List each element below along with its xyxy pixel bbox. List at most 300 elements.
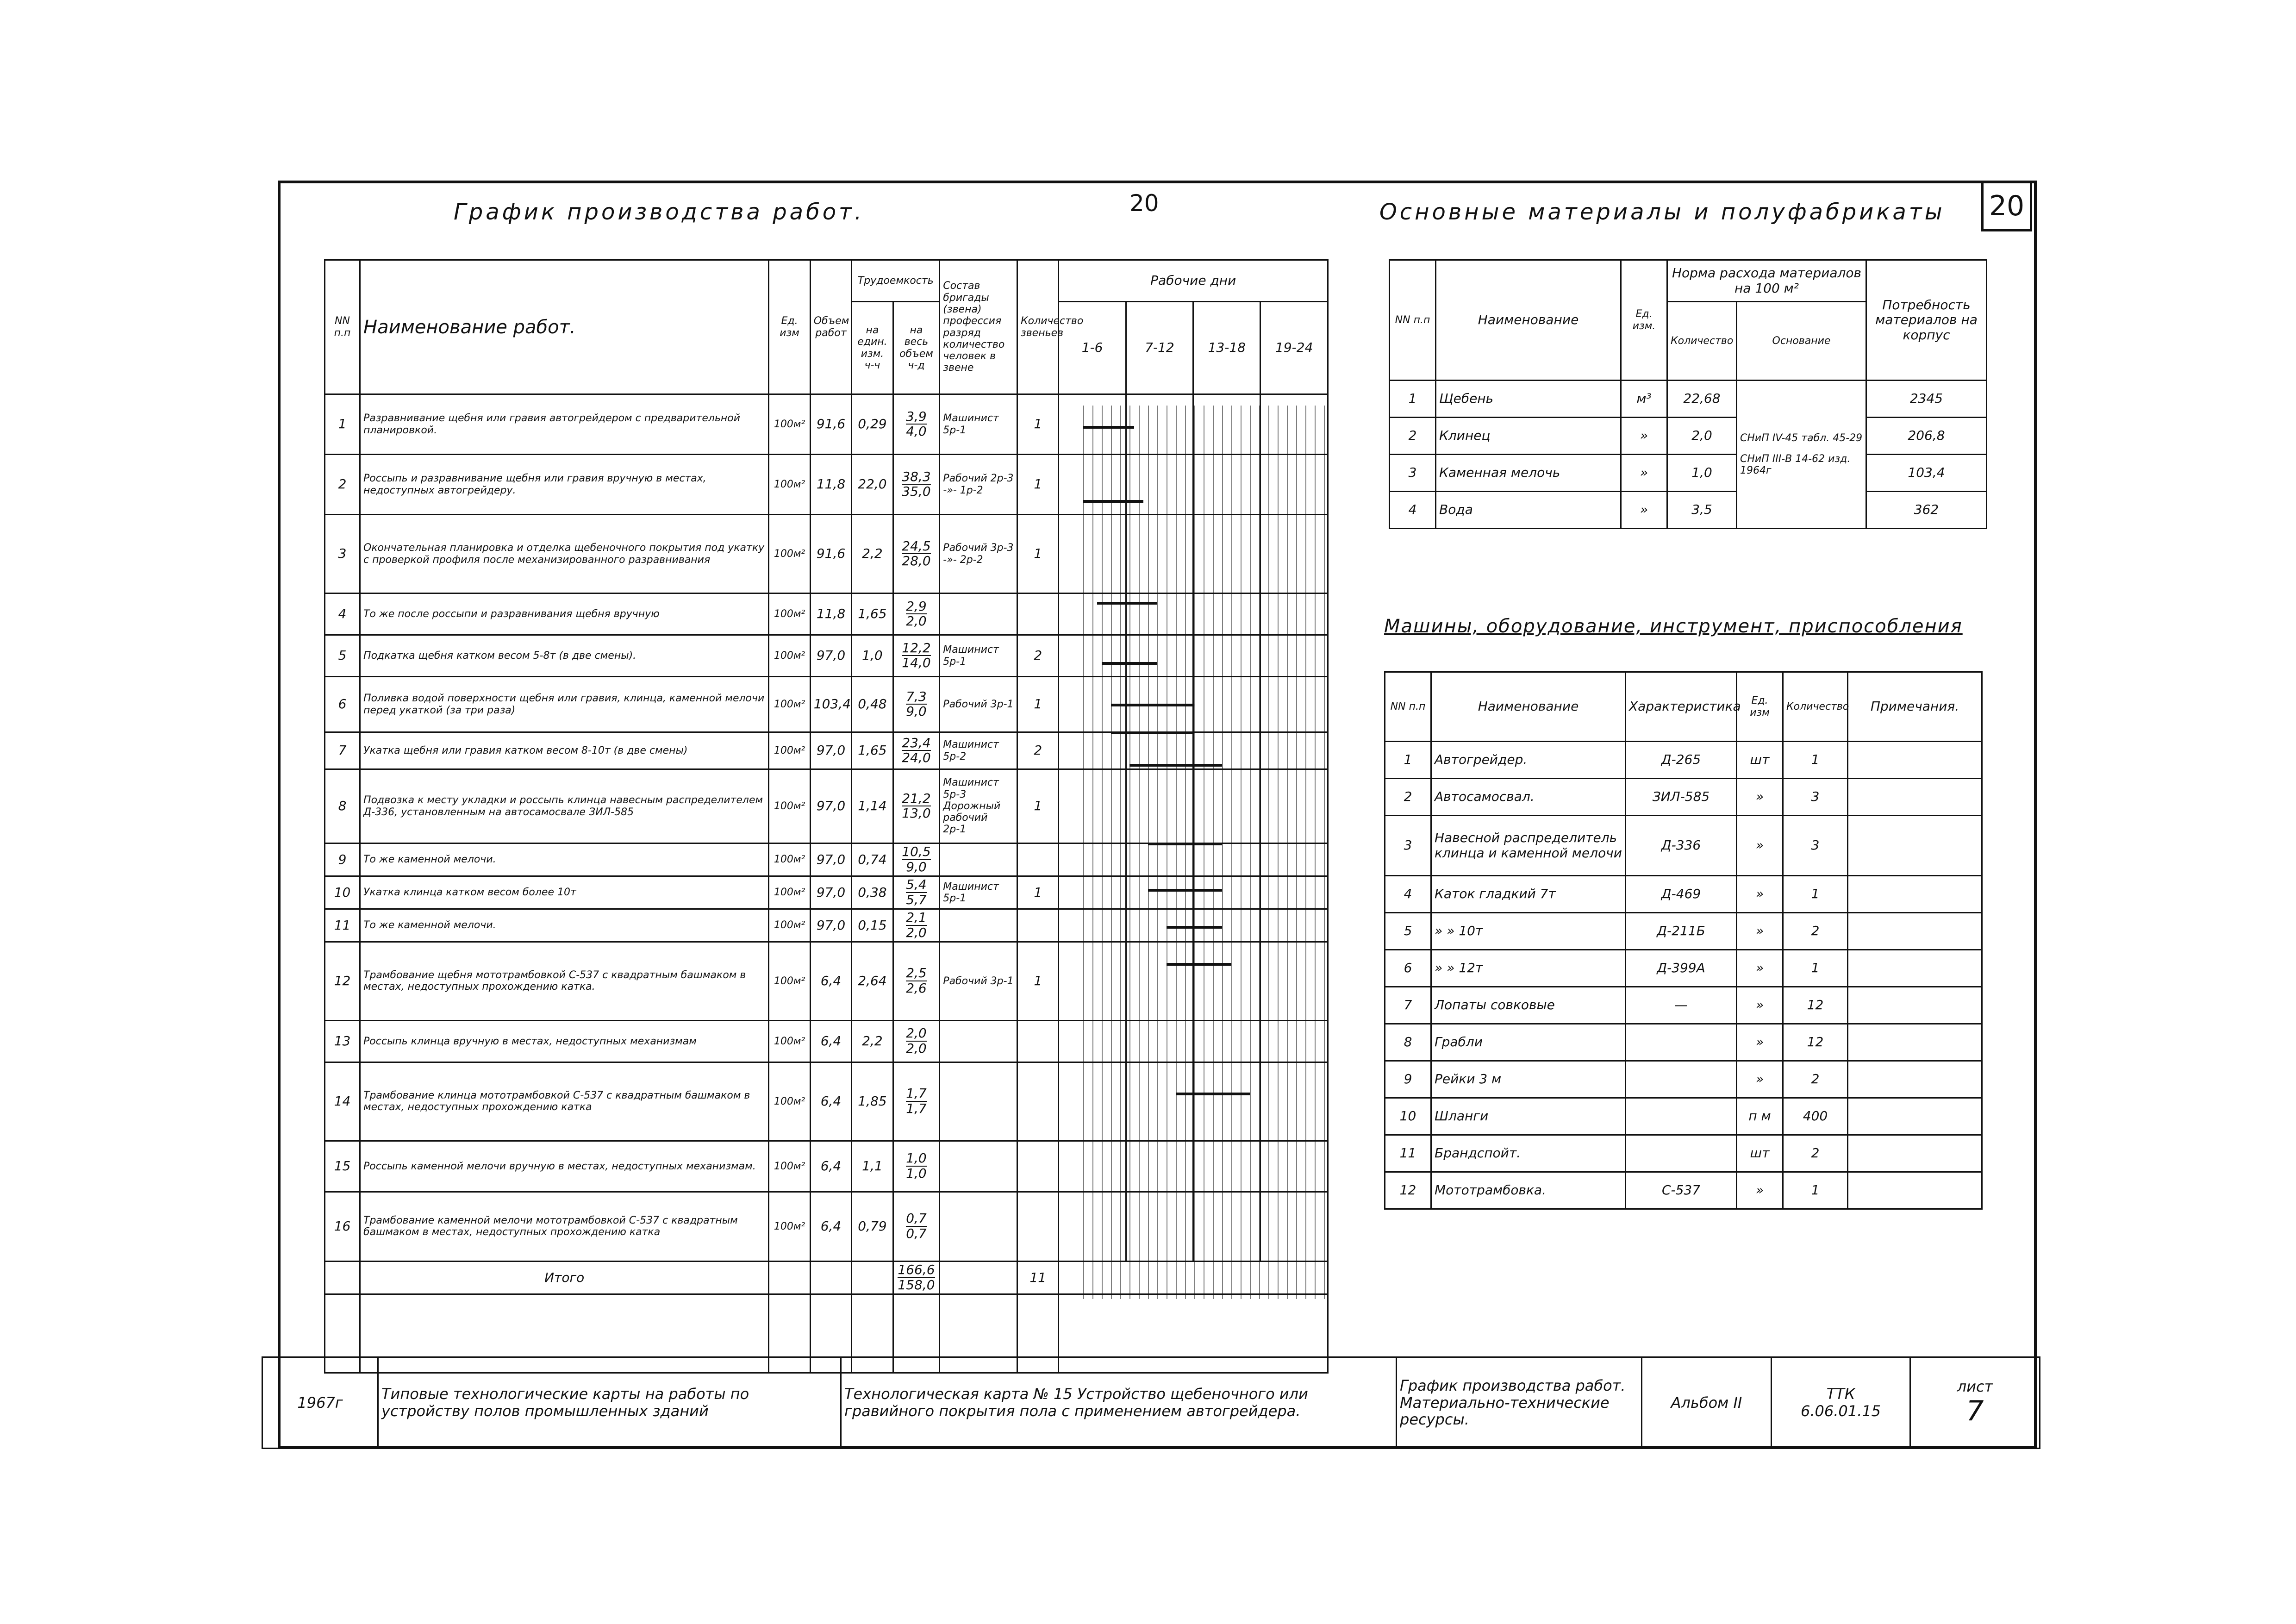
total-labor: [893, 1261, 940, 1294]
materials-title: Основные материалы и полуфабрикаты: [1379, 199, 1945, 225]
col-unit: Ед. изм: [769, 260, 810, 394]
row-labor-bot: 2,0: [906, 924, 927, 940]
row-labor-total: [893, 593, 940, 635]
row-brigade: Машинист 5р-2: [940, 732, 1017, 769]
schedule-bar: [1097, 602, 1157, 605]
mach-char: [1626, 1135, 1737, 1172]
row-count: [1017, 1062, 1059, 1141]
row-labor-bot: 2,0: [906, 613, 927, 629]
mach-qty: 12: [1783, 1024, 1848, 1061]
row-norm: 1,1: [852, 1141, 893, 1192]
mach-name: Мототрамбовка.: [1431, 1172, 1626, 1209]
row-n: 12: [325, 942, 360, 1020]
row-labor-total: [893, 942, 940, 1020]
row-brigade: Машинист 5р-1: [940, 876, 1017, 909]
mach-note: [1848, 1098, 1982, 1135]
mach-note: [1848, 1061, 1982, 1098]
row-unit: 100м²: [769, 593, 810, 635]
mach-n: 11: [1385, 1135, 1431, 1172]
mach-name: Лопаты совковые: [1431, 987, 1626, 1024]
row-labor-bot: 24,0: [902, 750, 931, 766]
row-norm: 0,29: [852, 394, 893, 455]
row-name: Трамбование клинца мототрамбовкой С-537 с квадратным башмаком в местах, недоступных прохождению катка: [360, 1062, 769, 1141]
row-labor-bot: 2,6: [906, 981, 927, 996]
row-unit: 100м²: [769, 394, 810, 455]
day-col-2: 7-12: [1126, 302, 1193, 394]
schedule-bar: [1111, 731, 1194, 734]
mat-name: Каменная мелочь: [1436, 455, 1621, 492]
machines-row: [1385, 1135, 1982, 1172]
machines-body: [1385, 742, 1982, 1209]
machines-row: [1385, 742, 1982, 779]
row-count: 2: [1017, 732, 1059, 769]
stamp-code-cell: [1772, 1357, 1910, 1449]
row-name: Укатка щебня или гравия катком весом 8-10т (в две смены): [360, 732, 769, 769]
row-name: То же после россыпи и разравнивания щебня вручную: [360, 593, 769, 635]
row-vol: 97,0: [810, 876, 851, 909]
row-labor-top: 2,9: [906, 598, 927, 614]
mach-note: [1848, 816, 1982, 876]
mach-unit: »: [1737, 987, 1783, 1024]
row-norm: 1,85: [852, 1062, 893, 1141]
row-norm: 0,48: [852, 677, 893, 732]
stamp-year: 1967г: [262, 1357, 378, 1449]
mach-char: Д-399А: [1626, 950, 1737, 987]
mat-unit: »: [1621, 492, 1667, 529]
materials-row: [1390, 418, 1987, 455]
schedule-bar: [1176, 1093, 1250, 1095]
schedule-bar: [1148, 843, 1222, 845]
materials-row: [1390, 381, 1987, 418]
col-volume: Объем работ: [810, 260, 851, 394]
stamp-album: Альбом II: [1642, 1357, 1772, 1449]
row-vol: 6,4: [810, 1192, 851, 1261]
row-n: 9: [325, 843, 360, 876]
mach-qty: 1: [1783, 742, 1848, 779]
row-brigade: Машинист 5р-1: [940, 635, 1017, 677]
row-vol: 6,4: [810, 1062, 851, 1141]
schedule-bar: [1129, 764, 1222, 767]
col-count: Количество звеньев: [1017, 260, 1059, 394]
mach-n: 5: [1385, 913, 1431, 950]
mat-basis-line: СНиП III-В 14-62 изд. 1964г: [1740, 453, 1851, 477]
row-labor-bot: 14,0: [902, 655, 931, 671]
col-nn: NN п.п: [325, 260, 360, 394]
mach-unit: шт: [1737, 1135, 1783, 1172]
row-unit: 100м²: [769, 1141, 810, 1192]
mach-unit: »: [1737, 816, 1783, 876]
row-labor-top: 10,5: [902, 844, 931, 859]
total-count: 11: [1017, 1261, 1059, 1294]
row-labor-total: [893, 677, 940, 732]
mat-need: 206,8: [1866, 418, 1987, 455]
row-labor-bot: 9,0: [906, 859, 927, 874]
mat-n: 3: [1390, 455, 1436, 492]
row-labor-total: [893, 515, 940, 593]
row-count: [1017, 909, 1059, 942]
row-labor-bot: 2,0: [906, 1041, 927, 1056]
mat-n: 2: [1390, 418, 1436, 455]
row-brigade: [940, 843, 1017, 876]
mach-note: [1848, 1135, 1982, 1172]
row-brigade: Машинист 5р-1: [940, 394, 1017, 455]
row-name: Подвозка к месту укладки и россыпь клинца навесным распределителем Д-336, установленным на автосамосвале ЗИЛ-585: [360, 769, 769, 843]
row-n: 11: [325, 909, 360, 942]
mach-n: 9: [1385, 1061, 1431, 1098]
row-vol: 97,0: [810, 843, 851, 876]
row-labor-total: [893, 1141, 940, 1192]
row-count: [1017, 1192, 1059, 1261]
row-brigade: [940, 1141, 1017, 1192]
mat-qty: 2,0: [1667, 418, 1737, 455]
materials-table: [1389, 259, 1987, 529]
row-brigade: Рабочий 3р-1: [940, 942, 1017, 1020]
machines-row: [1385, 816, 1982, 876]
row-unit: 100м²: [769, 769, 810, 843]
mach-col-qty: Количество: [1783, 672, 1848, 742]
row-norm: 22,0: [852, 455, 893, 515]
row-labor-bot: 35,0: [902, 484, 931, 500]
mach-col-nn: NN п.п: [1385, 672, 1431, 742]
mach-qty: 1: [1783, 876, 1848, 913]
machines-row: [1385, 987, 1982, 1024]
row-count: 2: [1017, 635, 1059, 677]
mach-char: Д-265: [1626, 742, 1737, 779]
row-vol: 91,6: [810, 515, 851, 593]
row-n: 14: [325, 1062, 360, 1141]
mat-basis: [1737, 381, 1866, 529]
row-brigade: Рабочий 2р-3 -»- 1р-2: [940, 455, 1017, 515]
mach-char: С-537: [1626, 1172, 1737, 1209]
mach-char: Д-211Б: [1626, 913, 1737, 950]
stamp-code: 6.06.01.15: [1800, 1402, 1881, 1420]
mat-col-qty: Количество: [1667, 302, 1737, 381]
mach-char: Д-469: [1626, 876, 1737, 913]
mach-char: [1626, 1024, 1737, 1061]
row-vol: 6,4: [810, 942, 851, 1020]
schedule-bar: [1111, 704, 1194, 706]
row-unit: 100м²: [769, 515, 810, 593]
row-vol: 103,4: [810, 677, 851, 732]
row-unit: 100м²: [769, 635, 810, 677]
row-norm: 2,2: [852, 1020, 893, 1062]
row-labor-top: 21,2: [902, 790, 931, 806]
row-n: 13: [325, 1020, 360, 1062]
row-name: Подкатка щебня катком весом 5-8т (в две смены).: [360, 635, 769, 677]
mat-name: Клинец: [1436, 418, 1621, 455]
row-name: Окончательная планировка и отделка щебеночного покрытия под укатку с проверкой профиля после механизированного разравнивания: [360, 515, 769, 593]
mach-n: 3: [1385, 816, 1431, 876]
row-count: [1017, 1020, 1059, 1062]
mach-qty: 2: [1783, 1135, 1848, 1172]
machines-table: [1384, 671, 1983, 1210]
row-vol: 6,4: [810, 1141, 851, 1192]
row-norm: 1,0: [852, 635, 893, 677]
mach-name: Рейки 3 м: [1431, 1061, 1626, 1098]
mach-name: Навесной распределитель клинца и каменной мелочи: [1431, 816, 1626, 876]
page-number: 20: [1129, 190, 1159, 217]
mat-need: 362: [1866, 492, 1987, 529]
row-vol: 97,0: [810, 635, 851, 677]
row-brigade: [940, 593, 1017, 635]
row-vol: 11,8: [810, 593, 851, 635]
mach-n: 1: [1385, 742, 1431, 779]
schedule-bar: [1167, 926, 1222, 929]
row-brigade: Машинист 5р-3 Дорожный рабочий 2р-1: [940, 769, 1017, 843]
mat-name: Щебень: [1436, 381, 1621, 418]
mach-n: 8: [1385, 1024, 1431, 1061]
mach-name: Шланги: [1431, 1098, 1626, 1135]
row-unit: 100м²: [769, 843, 810, 876]
col-name: Наименование работ.: [360, 260, 769, 394]
row-labor-bot: 4,0: [906, 424, 927, 439]
mach-n: 6: [1385, 950, 1431, 987]
machines-title: Машины, оборудование, инструмент, приспособления: [1384, 616, 1963, 637]
row-name: Россыпь и разравнивание щебня или гравия вручную в местах, недоступных автогрейдеру.: [360, 455, 769, 515]
mach-char: [1626, 1061, 1737, 1098]
sheet-corner-number: 20: [1981, 181, 2032, 231]
col-labor: Трудоемкость: [852, 260, 940, 302]
total-label: Итого: [360, 1261, 769, 1294]
mach-n: 10: [1385, 1098, 1431, 1135]
stamp-sheet-cell: [1910, 1357, 2040, 1449]
total-bot: 158,0: [898, 1277, 935, 1293]
mach-unit: »: [1737, 950, 1783, 987]
mach-name: Грабли: [1431, 1024, 1626, 1061]
row-name: Трамбование каменной мелочи мототрамбовкой С-537 с квадратным башмаком в местах, недоступных прохождению катка: [360, 1192, 769, 1261]
mach-unit: »: [1737, 1061, 1783, 1098]
row-norm: 0,38: [852, 876, 893, 909]
row-labor-total: [893, 394, 940, 455]
mat-col-norm: Норма расхода материалов на 100 м²: [1667, 260, 1866, 302]
stamp-series: Типовые технологические карты на работы по устройству полов промышленных зданий: [378, 1357, 841, 1449]
mach-col-note: Примечания.: [1848, 672, 1982, 742]
mat-qty: 3,5: [1667, 492, 1737, 529]
row-labor-bot: 28,0: [902, 553, 931, 569]
mach-unit: »: [1737, 913, 1783, 950]
row-vol: 6,4: [810, 1020, 851, 1062]
row-unit: 100м²: [769, 909, 810, 942]
mach-unit: »: [1737, 1172, 1783, 1209]
row-count: 1: [1017, 515, 1059, 593]
row-brigade: [940, 1062, 1017, 1141]
mach-char: ЗИЛ-585: [1626, 779, 1737, 816]
row-labor-total: [893, 1062, 940, 1141]
col-labor-unit: на един. изм. ч-ч: [852, 302, 893, 394]
mach-unit: »: [1737, 876, 1783, 913]
row-norm: 1,65: [852, 593, 893, 635]
row-labor-bot: 1,7: [906, 1101, 927, 1117]
mat-name: Вода: [1436, 492, 1621, 529]
col-days: Рабочие дни: [1059, 260, 1328, 302]
row-count: [1017, 1141, 1059, 1192]
row-labor-total: [893, 1020, 940, 1062]
mach-col-name: Наименование: [1431, 672, 1626, 742]
row-count: 1: [1017, 455, 1059, 515]
mat-col-basis: Основание: [1737, 302, 1866, 381]
row-unit: 100м²: [769, 1062, 810, 1141]
row-norm: 2,2: [852, 515, 893, 593]
row-count: [1017, 593, 1059, 635]
row-labor-total: [893, 769, 940, 843]
row-labor-top: 12,2: [902, 640, 931, 656]
row-labor-top: 7,3: [906, 688, 927, 704]
row-labor-total: [893, 1192, 940, 1261]
machines-row: [1385, 1098, 1982, 1135]
mach-qty: 2: [1783, 913, 1848, 950]
schedule-day-grid: [1083, 406, 1329, 1299]
mach-note: [1848, 742, 1982, 779]
row-unit: 100м²: [769, 1020, 810, 1062]
mat-qty: 22,68: [1667, 381, 1737, 418]
row-labor-bot: 13,0: [902, 806, 931, 821]
row-unit: 100м²: [769, 1192, 810, 1261]
row-n: 3: [325, 515, 360, 593]
mach-unit: шт: [1737, 742, 1783, 779]
mat-need: 2345: [1866, 381, 1987, 418]
machines-row: [1385, 950, 1982, 987]
machines-row: [1385, 1172, 1982, 1209]
stamp-sheet-number: 7: [1966, 1394, 1984, 1427]
machines-row: [1385, 913, 1982, 950]
row-count: 1: [1017, 769, 1059, 843]
schedule-title: График производства работ.: [454, 199, 865, 225]
row-brigade: Рабочий 3р-3 -»- 2р-2: [940, 515, 1017, 593]
materials-row: [1390, 455, 1987, 492]
title-block: [262, 1356, 2040, 1449]
mach-n: 4: [1385, 876, 1431, 913]
mat-unit: м³: [1621, 381, 1667, 418]
mach-char: [1626, 1098, 1737, 1135]
row-count: 1: [1017, 876, 1059, 909]
materials-body: [1390, 381, 1987, 529]
row-norm: 2,64: [852, 942, 893, 1020]
mat-basis-line: СНиП IV-45 табл. 45-29: [1740, 432, 1863, 444]
row-n: 6: [325, 677, 360, 732]
row-unit: 100м²: [769, 677, 810, 732]
mach-unit: »: [1737, 1024, 1783, 1061]
row-count: 1: [1017, 677, 1059, 732]
row-n: 2: [325, 455, 360, 515]
row-brigade: [940, 1020, 1017, 1062]
mach-name: Каток гладкий 7т: [1431, 876, 1626, 913]
row-n: 1: [325, 394, 360, 455]
mach-qty: 1: [1783, 950, 1848, 987]
mach-note: [1848, 1172, 1982, 1209]
mat-unit: »: [1621, 418, 1667, 455]
schedule-bar: [1167, 963, 1231, 966]
mach-qty: 1: [1783, 1172, 1848, 1209]
machines-row: [1385, 876, 1982, 913]
row-vol: 97,0: [810, 732, 851, 769]
row-norm: 0,15: [852, 909, 893, 942]
materials-row: [1390, 492, 1987, 529]
row-unit: 100м²: [769, 942, 810, 1020]
row-name: Россыпь каменной мелочи вручную в местах, недоступных механизмам.: [360, 1141, 769, 1192]
mach-char: —: [1626, 987, 1737, 1024]
row-labor-top: 2,0: [906, 1025, 927, 1041]
mach-col-char: Характеристика: [1626, 672, 1737, 742]
mach-note: [1848, 1024, 1982, 1061]
row-vol: 97,0: [810, 769, 851, 843]
row-unit: 100м²: [769, 732, 810, 769]
row-labor-total: [893, 455, 940, 515]
mach-note: [1848, 913, 1982, 950]
row-labor-top: 1,0: [906, 1150, 927, 1166]
row-norm: 1,65: [852, 732, 893, 769]
machines-row: [1385, 779, 1982, 816]
schedule-bar: [1148, 889, 1222, 892]
mach-note: [1848, 876, 1982, 913]
schedule-bar: [1083, 426, 1134, 429]
row-n: 8: [325, 769, 360, 843]
row-labor-total: [893, 635, 940, 677]
row-labor-top: 2,1: [906, 909, 927, 925]
row-labor-top: 5,4: [906, 876, 927, 892]
row-name: То же каменной мелочи.: [360, 909, 769, 942]
mach-qty: 12: [1783, 987, 1848, 1024]
row-n: 15: [325, 1141, 360, 1192]
mat-unit: »: [1621, 455, 1667, 492]
mat-n: 1: [1390, 381, 1436, 418]
mach-n: 7: [1385, 987, 1431, 1024]
row-count: 1: [1017, 942, 1059, 1020]
day-col-3: 13-18: [1193, 302, 1260, 394]
machines-row: [1385, 1061, 1982, 1098]
schedule-bar: [1102, 662, 1157, 665]
row-labor-bot: 1,0: [906, 1166, 927, 1181]
mat-col-name: Наименование: [1436, 260, 1621, 381]
mach-name: » » 12т: [1431, 950, 1626, 987]
row-vol: 97,0: [810, 909, 851, 942]
mat-qty: 1,0: [1667, 455, 1737, 492]
row-norm: 0,74: [852, 843, 893, 876]
row-labor-top: 23,4: [902, 735, 931, 750]
mat-col-unit: Ед. изм.: [1621, 260, 1667, 381]
mach-unit: п м: [1737, 1098, 1783, 1135]
day-col-4: 19-24: [1260, 302, 1328, 394]
stamp-sheet-title: График производства работ. Материально-технические ресурсы.: [1397, 1357, 1642, 1449]
row-norm: 0,79: [852, 1192, 893, 1261]
machines-row: [1385, 1024, 1982, 1061]
mach-note: [1848, 987, 1982, 1024]
row-name: Трамбование щебня мототрамбовкой С-537 с квадратным башмаком в местах, недоступных прохождению катка.: [360, 942, 769, 1020]
mach-qty: 400: [1783, 1098, 1848, 1135]
row-n: 16: [325, 1192, 360, 1261]
row-name: Поливка водой поверхности щебня или гравия, клинца, каменной мелочи перед укаткой (за три раза): [360, 677, 769, 732]
mach-name: Автогрейдер.: [1431, 742, 1626, 779]
stamp-sheet-label: лист: [1957, 1378, 1993, 1396]
row-brigade: Рабочий 3р-1: [940, 677, 1017, 732]
row-name: Разравнивание щебня или гравия автогрейдером с предварительной планировкой.: [360, 394, 769, 455]
mach-qty: 3: [1783, 779, 1848, 816]
row-labor-total: [893, 732, 940, 769]
mach-name: Брандспойт.: [1431, 1135, 1626, 1172]
row-labor-total: [893, 843, 940, 876]
row-labor-bot: 5,7: [906, 892, 927, 907]
row-n: 10: [325, 876, 360, 909]
day-col-1: 1-6: [1059, 302, 1126, 394]
mach-name: » » 10т: [1431, 913, 1626, 950]
mach-n: 12: [1385, 1172, 1431, 1209]
total-top: 166,6: [898, 1262, 935, 1277]
row-name: Россыпь клинца вручную в местах, недоступных механизмам: [360, 1020, 769, 1062]
row-unit: 100м²: [769, 455, 810, 515]
row-brigade: [940, 1192, 1017, 1261]
mat-n: 4: [1390, 492, 1436, 529]
stamp-code-label: ТТК: [1826, 1385, 1855, 1403]
row-n: 5: [325, 635, 360, 677]
